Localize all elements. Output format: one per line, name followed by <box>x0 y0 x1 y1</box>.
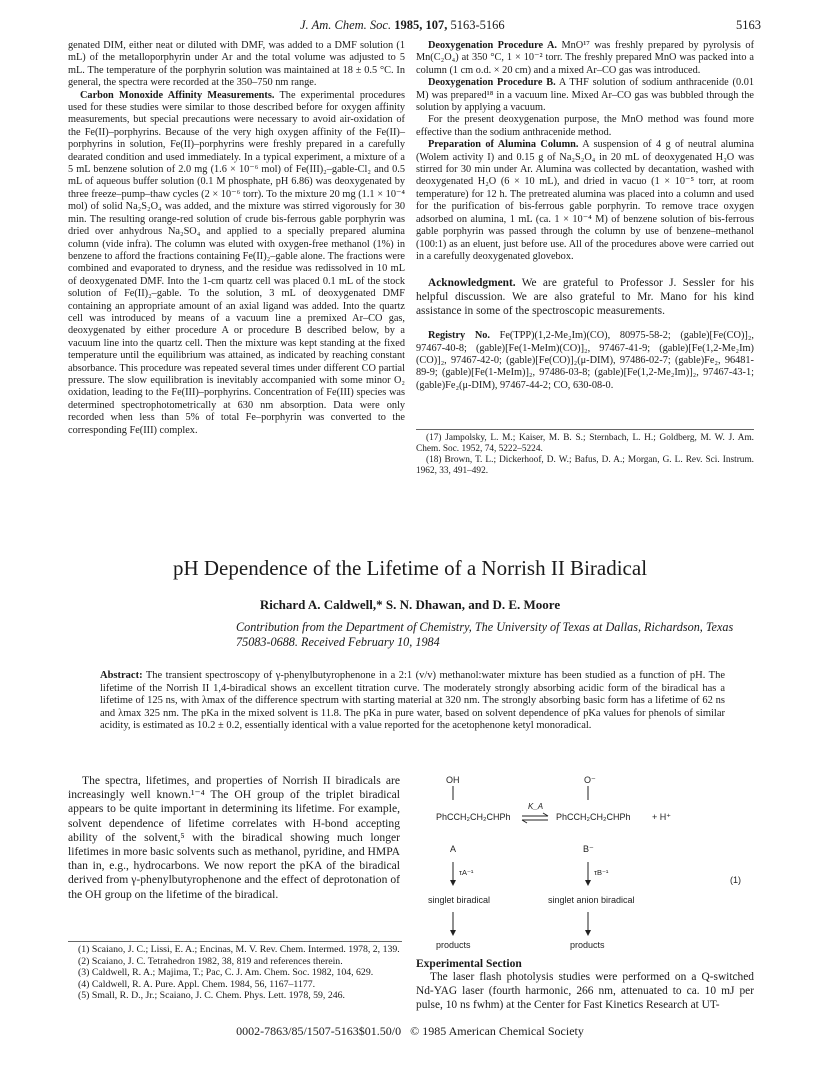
abstract <box>100 670 725 733</box>
ka-label: K_A <box>528 802 544 811</box>
paragraph: Deoxygenation Procedure A. MnO¹⁷ was freshly prepared by pyrolysis of Mn(C₂O₄) at 350 °C, 1 × 10⁻² torr. The freshly prepared MnO was packed into a column (1 cm o.d. × 20 cm) and a mixed Ar–CO gas was introduced. <box>416 40 754 76</box>
right-products: products <box>570 940 605 950</box>
footnote: (17) Jampolsky, L. M.; Kaiser, M. B. S.; Sternbach, L. H.; Goldberg, M. W. J. Am. Chem. Soc. 1952, 74, 5222–5224. <box>416 433 754 454</box>
tau-a: τA⁻¹ <box>459 868 474 877</box>
prev-left-column <box>68 40 405 437</box>
prev-right-column <box>416 40 754 392</box>
footnote-divider <box>68 941 402 942</box>
experimental-heading: Experimental Section <box>416 958 522 970</box>
left-formula: PhCCH₂CH₂CHPh <box>436 812 511 822</box>
oh-label: OH <box>446 775 460 785</box>
footnote: (18) Brown, T. L.; Dickerhoof, D. W.; Bafus, D. A.; Morgan, G. L. Rev. Sci. Instrum. 1962, 33, 491–492. <box>416 455 754 476</box>
equation-number: (1) <box>730 875 741 885</box>
paragraph: genated DIM, either neat or diluted with DMF, was added to a DMF solution (1 mL) of the metalloporphyrin under Ar and the total volume was adjusted to 5 mL. The temperature of the porphyrin solution was maintained at 18 ± 0.5 °C. In general, the spectra were recorded at the 350–750 nm range. <box>68 40 405 89</box>
left-products: products <box>436 940 471 950</box>
ominus-label: O⁻ <box>584 775 596 785</box>
singlet-biradical-label: singlet biradical <box>428 895 491 905</box>
footnote: (1) Scaiano, J. C.; Lissi, E. A.; Encinas, M. V. Rev. Chem. Intermed. 1978, 2, 139. <box>78 944 400 955</box>
paragraph: For the present deoxygenation purpose, the MnO method was found more effective than the sodium anthracenide method. <box>416 114 754 138</box>
footer-copyright: © 1985 American Chemical Society <box>410 1024 584 1038</box>
article-authors: Richard A. Caldwell,* S. N. Dhawan, and D. E. Moore <box>259 597 561 612</box>
journal-year-volume: 1985, 107, <box>394 18 448 32</box>
footnote: (3) Caldwell, R. A.; Majima, T.; Pac, C. J. Am. Chem. Soc. 1982, 104, 629. <box>78 967 374 979</box>
page-number: 5163 <box>736 18 761 32</box>
footer-code: 0002-7863/85/1507-5163$01.50/0 <box>236 1024 402 1038</box>
footnote: (2) Scaiano, J. C. Tetrahedron 1982, 38, 819 and references therein. <box>78 955 343 967</box>
paragraph: Deoxygenation Procedure B. A THF solution of sodium anthracenide (0.01 M) was prepared¹⁸ in a vacuum line. Mixed Ar–CO gas was bubbled through the solution by applying a vacuum. <box>416 77 754 114</box>
abstract-text: The transient spectroscopy of γ-phenylbutyrophenone in a 2:1 (v/v) methanol:water mixture has been studied as a function of pH. The lifetime of the Norrish II 1,4-biradical shows an excellent titration curve. The moderately strongly absorbing acidic form of the biradical has a lifetime of 125 ns, with λmax of the difference spectrum with starting material at 320 nm. The strongly absorbing basic form has a lifetime of 62 ns and λmax 325 nm. The pKa in the mixed solvent is 11.8. The pKa in pure water, based on solvent dependence of pKa values for phenols of similar acidity, is estimated as 10.2 ± 0.2, essentially identical with a value reported for the acetophenone ketyl monoradical. <box>100 670 725 732</box>
intro-paragraph: The spectra, lifetimes, and properties of Norrish II biradicals are increasingly well known.¹⁻⁴ The OH group of the triplet biradical appears to be quite important in determining its lifetime. For example, solvent dependence of lifetime correlates with H-bond accepting ability of the solvent,⁵ with the biradical showing much longer lifetimes in more basic solvents such as methanol, pyridine, and HMPA than in, e.g., hydrocarbons. We now report the pKA of the biradical derived from γ-phenylbutyrophenone and the effect of deprotonation of the OH group on the lifetime of the biradical. <box>68 774 400 901</box>
paragraph: Preparation of Alumina Column. A suspension of 4 g of neutral alumina (Wolem activity I) and 0.15 g of Na₂S₂O₄ in 20 mL of deoxygenated H₂O was stirred for 30 min under Ar. Alumina was collected by decantation, washed with deoxygenated H₂O (6 × 10 mL), and dried in vacuo (1 × 10⁻⁵ torr, at room temperature) for 12 h. The pretreated alumina was placed into a column and used for the purification of bis-ferrous gable porphyrin. To remove trace oxygen adsorbed on alumina, 1 mL (ca. 1 × 10⁻⁴ M) of benzene solution of bis-ferrous gable porphyrin was passed through the column by use of benzene–methanol (100:1) as an eluent, just before use. All of the procedures above were carried out in a carefully deoxygenated glovebox. <box>416 139 755 262</box>
registry-numbers: Registry No. Fe(TPP)(1,2-Me₂Im)(CO), 80975-58-2; (gable)[Fe(CO)]₂, 97467-40-8; (gable)[Fe(1-MeIm)(CO)]₂, 97467-41-9; (gable)[Fe(1,2-Me₂Im)(CO)]₂, 97467-42-0; (gable)[Fe(CO)]₂(μ-DIM), 97486-02-7; (gable)Fe₂, 96481-89-9; (gable)[Fe(1-MeIm)]₂, 97486-03-8; (gable)[Fe(1,2-Me₂Im)]₂, 97467-43-1; (gable)Fe₂(μ-DIM), 97467-44-2; CO, 630-08-0. <box>416 330 755 391</box>
article-footnotes <box>68 944 402 1002</box>
journal-name: J. Am. Chem. Soc. <box>300 18 392 32</box>
article-affiliation: Contribution from the Department of Chemistry, The University of Texas at Dallas, Richardson, Texas 75083-0688. Received February 10, 1984 <box>236 620 734 649</box>
plus-h: + H⁺ <box>652 812 672 822</box>
scheme-arrows <box>430 774 760 954</box>
acknowledgment: Acknowledgment. We are grateful to Professor J. Sessler for his helpful discussion. We are also grateful to Mr. Mano for his kind assistance in some of the spectroscopic measurements. <box>416 277 754 317</box>
tau-b: τB⁻¹ <box>594 868 609 877</box>
journal-pages: 5163-5166 <box>450 18 505 32</box>
article-title: pH Dependence of the Lifetime of a Norrish II Biradical <box>172 556 648 580</box>
abstract-label: Abstract: <box>100 670 143 681</box>
reaction-scheme <box>430 774 760 954</box>
paragraph: Carbon Monoxide Affinity Measurements. The experimental procedures used for these studies were similar to those described before for oxygen affinity measurements, but special precautions were necessary to avoid air-oxidation of the Fe(II)–porphyrins. Because of the very high oxygen affinity of the Fe(II)–porphyrins in solution, Fe(II)–porphyrins were freshly prepared in a carefully dearated condition and used immediately. In a typical experiment, a mixture of a 5 mL benzene solution of 2.0 mg (1.6 × 10⁻⁶ mol) of Fe(III)₂–gable-Cl₂ and 0.5 mL of aqueous buffer solution (0.1 M phosphate, pH 6.86) was deoxygenated by three freeze–pump–thaw cycles (2 × 10⁻⁶ torr). To the mixture 20 mg (1.1 × 10⁻⁴ mol) of solid Na₂S₂O₄ was added, and the mixture was stirred vigorously for 30 min. The resulting orange-red solution of crude bis-ferrous gable porphyrin was dried over anhydrous Na₂SO₄ and applied to a specially prepared alumina column (vide infra). The column was eluted with oxygen-free methanol (1%) in benzene to afford the fractions containing Fe(II)₂–gable alone. The fractions were combined and evaporated to dryness, and the residue was redissolved in 10 mL of deoxygenated DMF. Into the 1-cm quartz cell was placed 0.1 mL of the stock solution of Fe(II)₂–gable. To the solution, 3 mL of deoxygenated DMF containing an appropriate amount of an axial ligand was added. Into the quartz cell was introduced by means of a vacuum line a premixed Ar–CO gas, deoxygenated by either procedure A or procedure B described below, by a vacuum line into the quartz cell. Then the mixture was kept standing at the fixed temperature until the equilibrium was attained, as indicated by reaching constant absorbance. This procedure was repeated several times under different CO partial pressure. The slow equilibration is inevitably accompanied with some minor O₂ oxidation, leading to the Fe(III)–porphyrins. Concentration of Fe(III) species was determined spectrophotometrically at 630 nm absorption. Data were only recorded when less than 5% of total Fe–porphyrin was converted to the corresponding Fe(III) complex. <box>68 89 405 436</box>
singlet-anion-biradical-label: singlet anion biradical <box>548 895 635 905</box>
intro-column <box>68 774 400 902</box>
running-head <box>300 18 505 33</box>
footnote: (4) Caldwell, R. A. Pure. Appl. Chem. 1984, 56, 1167–1177. <box>78 978 316 990</box>
right-formula: PhCCH₂CH₂CHPh <box>556 812 631 822</box>
experimental-text: The laser flash photolysis studies were performed on a Q-switched Nd-YAG laser (fourth harmonic, 266 nm, attenuated to ca. 10 mJ per pulse, 10 ns fwhm) at the Center for Fast Kinetics Research at UT- <box>416 971 754 1011</box>
label-a: A <box>450 844 457 854</box>
footnote: (5) Small, R. D., Jr.; Scaiano, J. C. Chem. Phys. Lett. 1978, 59, 246. <box>78 990 345 1002</box>
prev-footnotes <box>416 433 754 477</box>
label-b: B⁻ <box>583 844 594 854</box>
footer <box>0 1024 820 1039</box>
footnote-divider <box>416 429 754 430</box>
